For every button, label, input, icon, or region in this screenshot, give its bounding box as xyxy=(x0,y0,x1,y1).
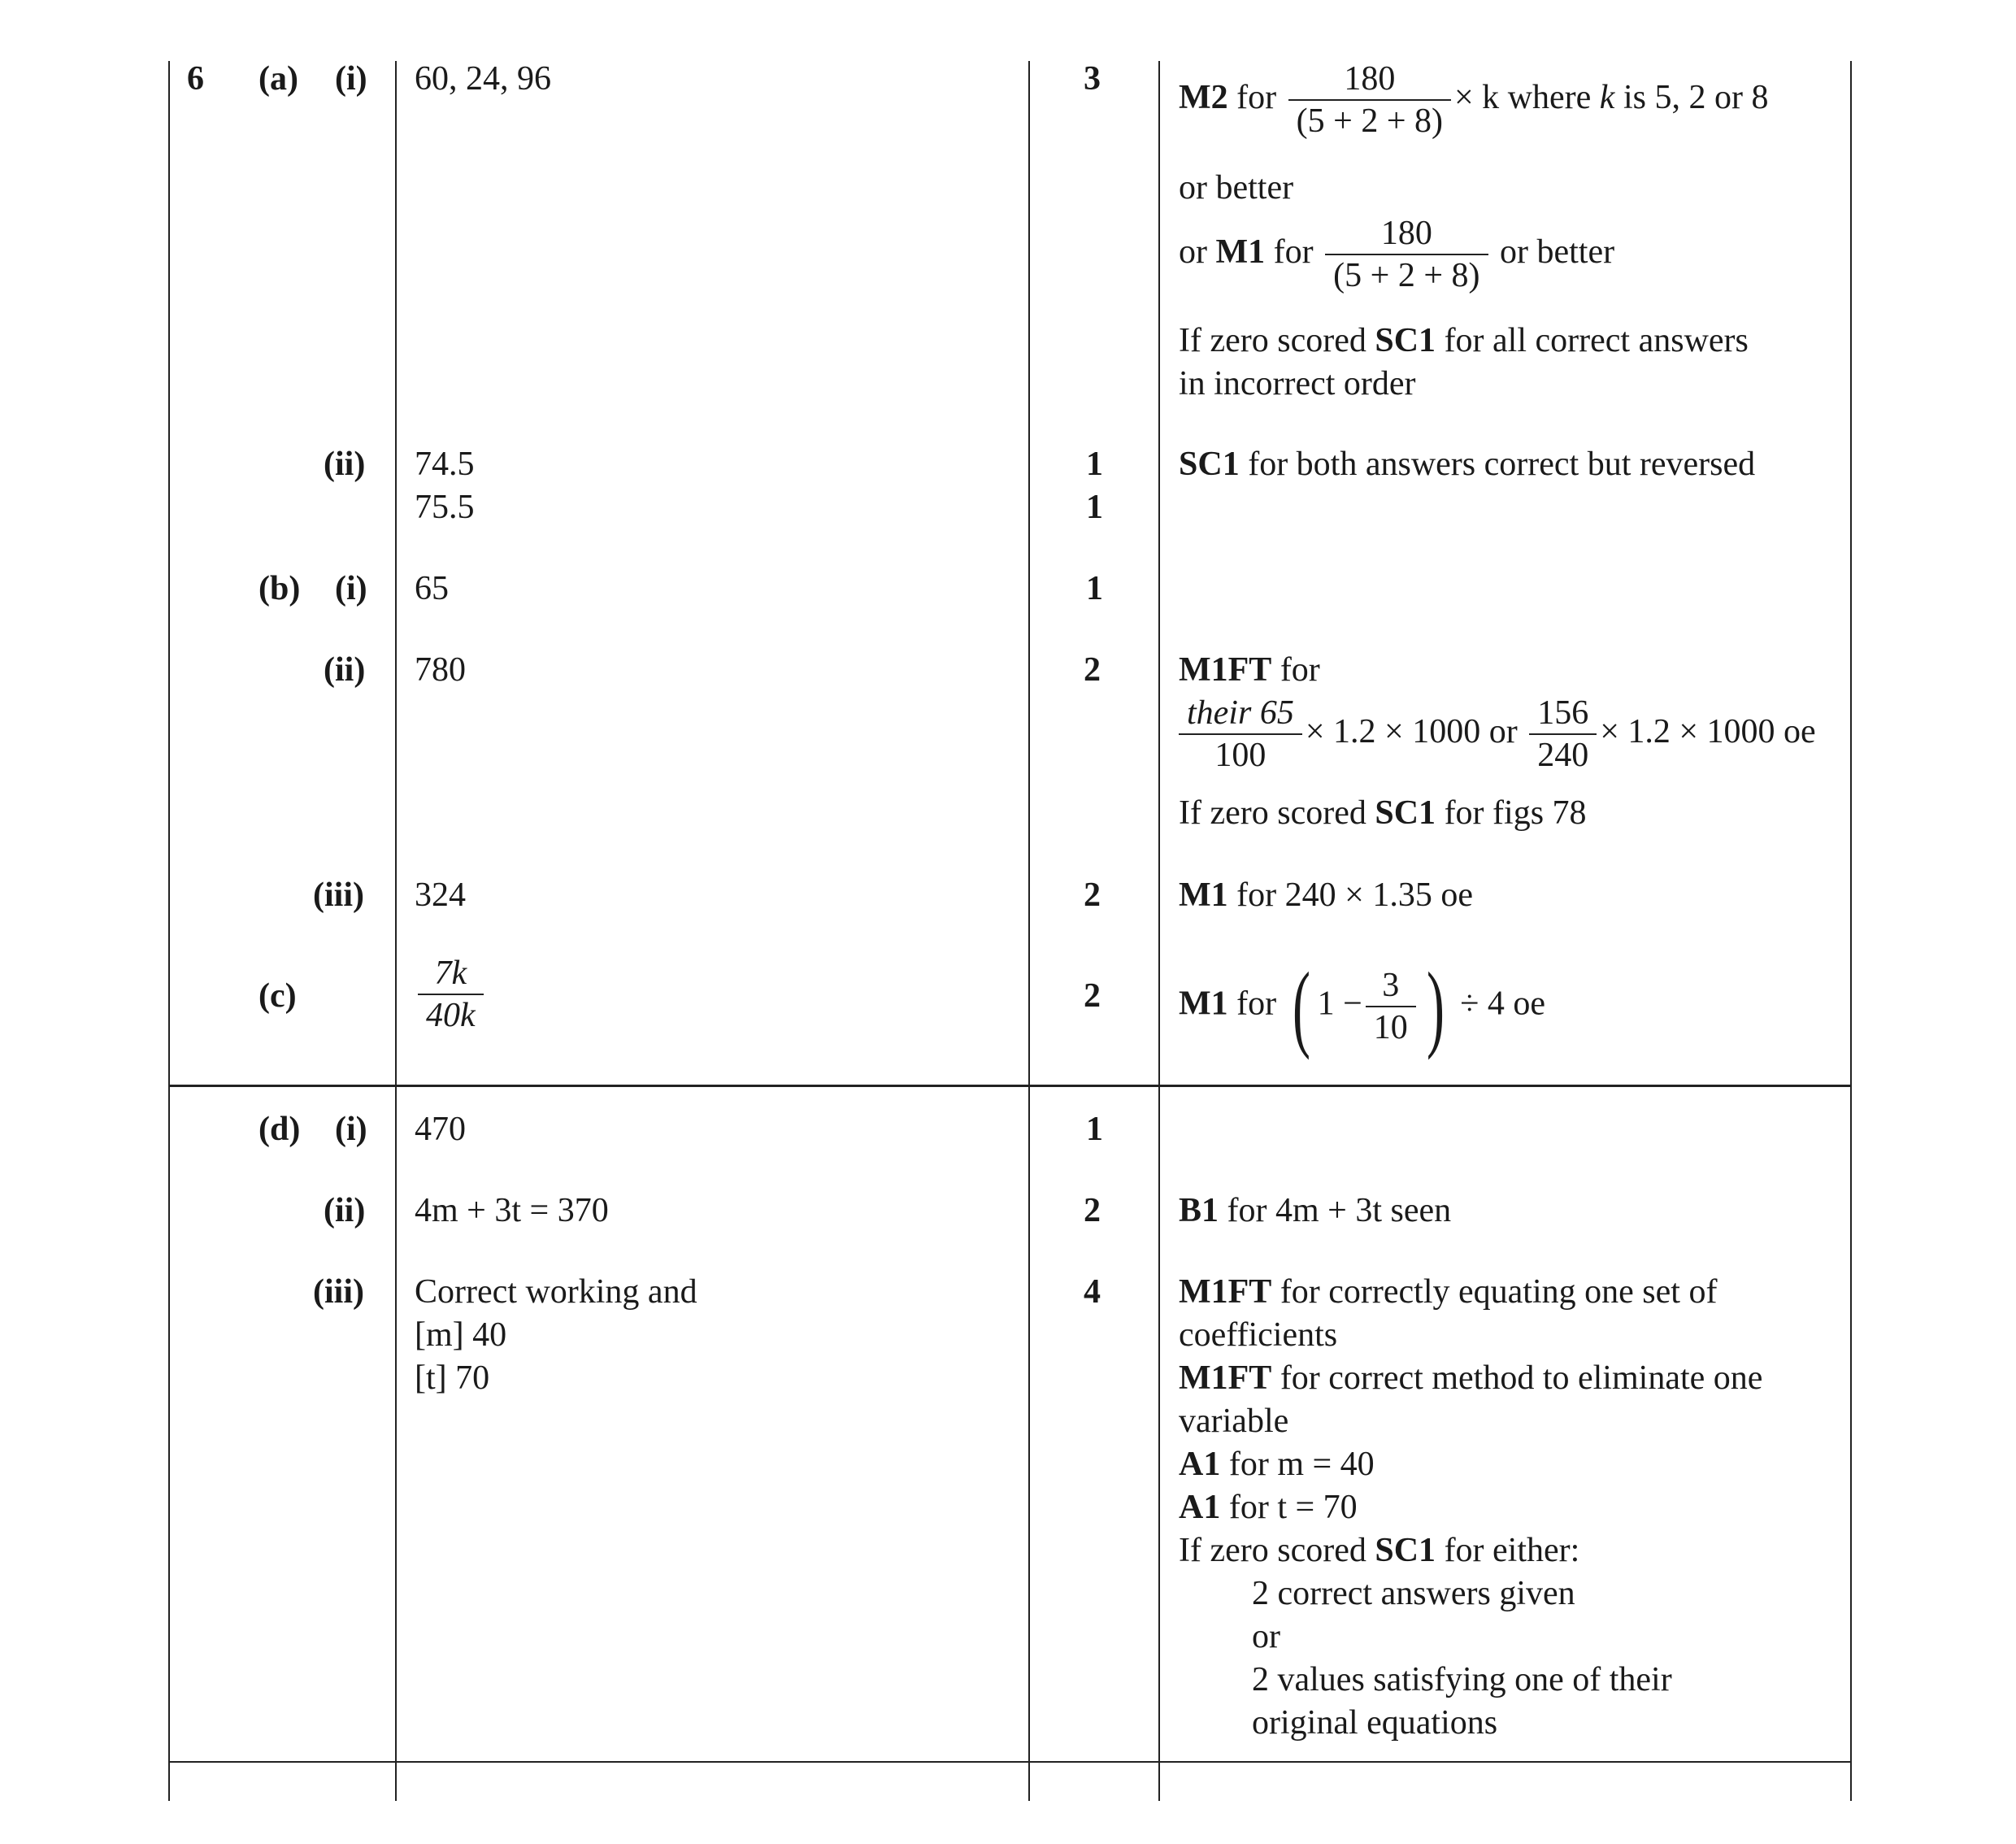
subpart-label: (ii) xyxy=(324,651,366,689)
fraction xyxy=(1366,965,1416,1049)
fraction-numerator: 180 xyxy=(1288,59,1451,101)
guidance-text: for m = 40 xyxy=(1228,1446,1375,1483)
subpart-label: (ii) xyxy=(324,1192,366,1229)
answer-a-ii-2: 75.5 xyxy=(415,489,475,526)
guidance-text: for 240 × 1.35 oe xyxy=(1236,876,1473,914)
guidance-text: If zero scored xyxy=(1179,322,1366,359)
guidance-text: for figs 78 xyxy=(1444,794,1587,832)
guidance-text: for both answers correct but reversed xyxy=(1248,446,1756,483)
guidance-text: for xyxy=(1273,233,1314,272)
guidance-text: is 5, 2 or 8 xyxy=(1623,79,1769,117)
guidance-d-iii-line2 xyxy=(1179,1356,1762,1401)
fraction xyxy=(1325,213,1488,297)
method-mark: M2 xyxy=(1179,79,1228,117)
right-parenthesis: ) xyxy=(1426,952,1445,1060)
guidance-d-iii-line1 xyxy=(1179,1270,1717,1315)
mark-b-ii: 2 xyxy=(1084,651,1101,689)
mark-a-ii-1: 1 xyxy=(1086,446,1103,483)
guidance-text: for correct method to eliminate one xyxy=(1280,1359,1763,1397)
part-label: (d) xyxy=(259,1111,301,1148)
subpart-label: (iii) xyxy=(313,876,364,914)
guidance-text: in incorrect order xyxy=(1179,365,1416,402)
guidance-a-i-m2 xyxy=(1179,59,1768,142)
guidance-text: for xyxy=(1236,985,1277,1023)
special-case-mark: SC1 xyxy=(1375,794,1436,832)
guidance-text: 2 correct answers given xyxy=(1252,1575,1575,1612)
row-separator xyxy=(168,1085,1852,1087)
answer-d-iii-3: [t] 70 xyxy=(415,1359,490,1397)
guidance-d-ii xyxy=(1179,1189,1451,1233)
guidance-text: original equations xyxy=(1252,1704,1498,1742)
guidance-text: for correctly equating one set of xyxy=(1280,1273,1718,1311)
guidance-text: coefficients xyxy=(1179,1316,1338,1354)
fraction-denominator: 10 xyxy=(1373,1009,1408,1046)
method-mark: M1 xyxy=(1179,876,1228,914)
mark-d-iii: 4 xyxy=(1084,1273,1101,1311)
fraction-numerator: 3 xyxy=(1366,965,1416,1007)
fraction-numerator: 156 xyxy=(1529,693,1597,735)
fraction xyxy=(1529,693,1597,776)
method-mark: M1 xyxy=(1215,233,1266,272)
guidance-text: If zero scored xyxy=(1179,1532,1366,1569)
subpart-label: (i) xyxy=(335,60,367,98)
answer-c xyxy=(415,953,487,1037)
guidance-text: 1 − xyxy=(1317,985,1362,1023)
guidance-a-i-m1 xyxy=(1179,213,1614,297)
accuracy-mark: A1 xyxy=(1179,1489,1221,1526)
guidance-b-ii-expression xyxy=(1175,693,1816,776)
fraction-denominator: (5 + 2 + 8) xyxy=(1333,257,1480,295)
guidance-d-iii-line3 xyxy=(1179,1442,1375,1487)
fraction-denominator: 40k xyxy=(426,997,476,1035)
method-mark: M1FT xyxy=(1179,1359,1272,1397)
answer-b-ii: 780 xyxy=(415,651,466,689)
fraction-denominator: (5 + 2 + 8) xyxy=(1296,102,1443,141)
mark-d-ii: 2 xyxy=(1084,1192,1101,1229)
mark-a-ii-2: 1 xyxy=(1086,489,1103,526)
guidance-text: or better xyxy=(1500,233,1615,272)
guidance-a-i-sc xyxy=(1179,319,1749,363)
answer-a-i: 60, 24, 96 xyxy=(415,60,551,98)
mark-a-i: 3 xyxy=(1084,60,1101,98)
special-case-mark: SC1 xyxy=(1179,446,1240,483)
guidance-text: variable xyxy=(1179,1403,1289,1440)
part-label: (c) xyxy=(259,977,297,1015)
guidance-text: If zero scored xyxy=(1179,794,1366,832)
guidance-text: for xyxy=(1280,651,1320,689)
fraction-denominator: 240 xyxy=(1537,737,1589,775)
fraction-numerator: their 65 xyxy=(1179,693,1302,735)
guidance-text: × 1.2 × 1000 or xyxy=(1305,713,1518,751)
guidance-text: or xyxy=(1252,1618,1280,1655)
special-case-mark: SC1 xyxy=(1375,322,1436,359)
guidance-text: or xyxy=(1179,233,1207,272)
subpart-label: (iii) xyxy=(313,1273,364,1311)
answer-a-ii-1: 74.5 xyxy=(415,446,475,483)
guidance-b-iii xyxy=(1179,873,1473,918)
subpart-label: (i) xyxy=(335,570,367,607)
answer-d-iii-2: [m] 40 xyxy=(415,1316,507,1354)
fraction xyxy=(1288,59,1451,142)
mark-d-i: 1 xyxy=(1086,1111,1103,1148)
special-case-mark: SC1 xyxy=(1375,1532,1436,1569)
guidance-text: × k xyxy=(1454,79,1500,117)
guidance-text: ÷ 4 oe xyxy=(1460,985,1545,1023)
variable-k: k xyxy=(1599,79,1615,117)
column-divider-mark xyxy=(1028,61,1030,1801)
answer-b-i: 65 xyxy=(415,570,449,607)
guidance-text: for 4m + 3t seen xyxy=(1227,1192,1452,1229)
guidance-d-iii-sc xyxy=(1179,1529,1579,1573)
subpart-label: (i) xyxy=(335,1111,367,1148)
guidance-d-iii-line4 xyxy=(1179,1485,1358,1530)
guidance-a-ii xyxy=(1179,442,1755,487)
guidance-text: 2 values satisfying one of their xyxy=(1252,1661,1672,1698)
guidance-text: for either: xyxy=(1444,1532,1580,1569)
answer-d-iii-1: Correct working and xyxy=(415,1273,697,1311)
part-label: (b) xyxy=(259,570,301,607)
guidance-text: where xyxy=(1507,79,1592,117)
left-parenthesis: ( xyxy=(1292,952,1310,1060)
method-mark: M1FT xyxy=(1179,1273,1272,1311)
part-label: (a) xyxy=(259,60,298,98)
accuracy-mark: A1 xyxy=(1179,1446,1221,1483)
answer-b-iii: 324 xyxy=(415,876,466,914)
table-border-right xyxy=(1850,61,1852,1801)
answer-d-ii: 4m + 3t = 370 xyxy=(415,1192,609,1229)
guidance-text: for t = 70 xyxy=(1228,1489,1358,1526)
mark-b-i: 1 xyxy=(1086,570,1103,607)
guidance-text: for xyxy=(1236,79,1277,117)
fraction xyxy=(1179,693,1302,776)
table-bottom-rule xyxy=(168,1761,1852,1763)
fraction-denominator: 100 xyxy=(1214,737,1267,775)
answer-d-i: 470 xyxy=(415,1111,466,1148)
guidance-text: × 1.2 × 1000 oe xyxy=(1600,713,1816,751)
subpart-label: (ii) xyxy=(324,446,366,483)
method-mark: B1 xyxy=(1179,1192,1219,1229)
question-number: 6 xyxy=(187,60,204,98)
column-divider-answer xyxy=(395,61,397,1801)
mark-c: 2 xyxy=(1084,977,1101,1015)
mark-b-iii: 2 xyxy=(1084,876,1101,914)
guidance-b-ii-sc xyxy=(1179,791,1587,836)
method-mark: M1FT xyxy=(1179,651,1272,689)
table-border-left xyxy=(168,61,170,1801)
fraction-numerator: 7k xyxy=(418,953,484,995)
fraction xyxy=(418,953,484,1037)
guidance-text: for all correct answers xyxy=(1444,322,1749,359)
fraction-numerator: 180 xyxy=(1325,213,1488,255)
guidance-b-ii-head xyxy=(1179,648,1320,693)
guidance-c xyxy=(1179,952,1545,1060)
guidance-text: or better xyxy=(1179,169,1294,207)
column-divider-guidance xyxy=(1158,61,1160,1801)
method-mark: M1 xyxy=(1179,985,1228,1023)
